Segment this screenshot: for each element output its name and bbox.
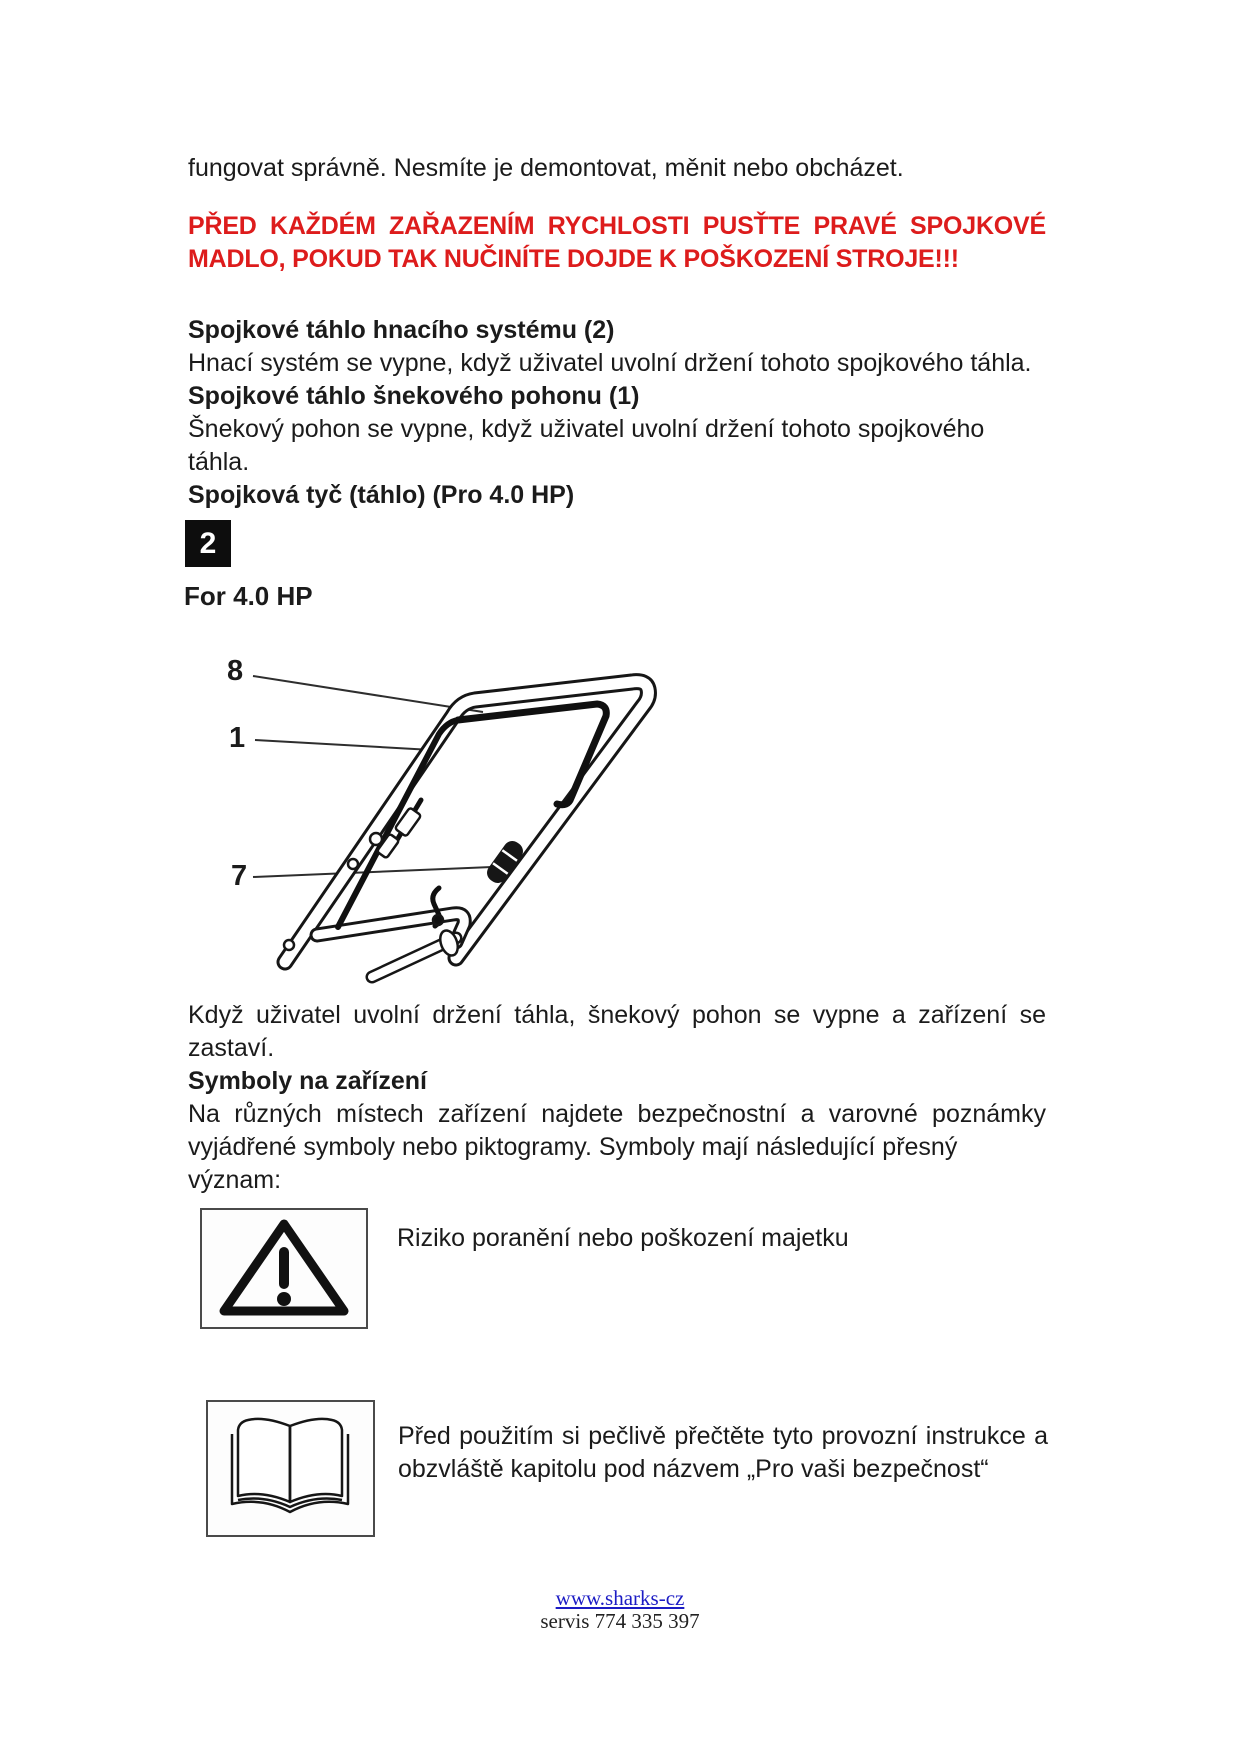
clutch-text-auger: Šnekový pohon se vypne, když uživatel uvolní držení tohoto spojkového táhla.: [188, 415, 985, 476]
bolt-left-leg: [284, 940, 294, 950]
book-text-line-2: obzvláště kapitolu pod názvem „Pro vaši bezpečnost“: [398, 1455, 989, 1483]
figure-number-badge: 2: [185, 520, 231, 567]
leader-line-7: [253, 867, 492, 877]
intro-paragraph: fungovat správně. Nesmíte je demontovat, měnit nebo obcházet.: [188, 154, 904, 182]
warning-pictogram-text: Riziko poranění nebo poškození majetku: [397, 1224, 849, 1252]
handle-drawing-svg: [225, 640, 670, 985]
figure-caption: For 4.0 HP: [184, 581, 313, 611]
warning-triangle-icon: [202, 1210, 366, 1327]
warning-line-2: MADLO, POKUD TAK NUČINÍTE DOJDE K POŠKOZENÍ STROJE!!!: [188, 245, 959, 273]
open-book-icon: [208, 1402, 373, 1535]
clutch-text-drive: Hnací systém se vypne, když uživatel uvolní držení tohoto spojkového táhla.: [188, 349, 1032, 377]
handle-ring: [370, 833, 382, 845]
release-line-2: zastaví.: [188, 1034, 275, 1062]
symbols-section: [188, 999, 1046, 1197]
leader-line-1: [255, 740, 432, 750]
handle-diagram: [225, 640, 670, 985]
warning-pictogram-box: [200, 1208, 368, 1329]
release-line-1: Když uživatel uvolní držení táhla, šnekový pohon se vypne a zařízení se: [188, 1001, 1046, 1029]
diagram-label-8: 8: [227, 655, 244, 687]
symbols-heading: Symboly na zařízení: [188, 1067, 427, 1095]
book-text-line-1: Před použitím si pečlivě přečtěte tyto provozní instrukce a: [398, 1422, 1048, 1450]
symbols-line-2: vyjádřené symboly nebo piktogramy. Symboly mají následující přesný význam:: [188, 1133, 958, 1194]
footer-link-row: [0, 1586, 1240, 1611]
handle-ring-small: [348, 859, 358, 869]
clutch-section: [188, 314, 1046, 512]
diagram-label-7: 7: [231, 860, 248, 892]
warning-line-1: PŘED KAŽDÉM ZAŘAZENÍM RYCHLOSTI PUSŤTE PRAVÉ SPOJKOVÉ: [188, 212, 1046, 240]
bolt-crossbar: [433, 915, 443, 925]
clutch-heading-drive: Spojkové táhlo hnacího systému (2): [188, 316, 615, 344]
diagram-label-1: 1: [229, 722, 246, 754]
symbols-line-1: Na různých místech zařízení najdete bezpečnostní a varovné poznámky: [188, 1100, 1046, 1128]
footer-website-link[interactable]: www.sharks-cz: [555, 1586, 685, 1610]
book-pictogram-box: [206, 1400, 375, 1537]
leader-line-8: [253, 676, 483, 712]
book-pictogram-text: [398, 1420, 1048, 1486]
clutch-heading-auger: Spojkové táhlo šnekového pohonu (1): [188, 382, 640, 410]
footer-service-phone: servis 774 335 397: [540, 1609, 700, 1633]
clutch-heading-rod: Spojková tyč (táhlo) (Pro 4.0 HP): [188, 481, 575, 509]
warning-paragraph: [188, 210, 1046, 276]
